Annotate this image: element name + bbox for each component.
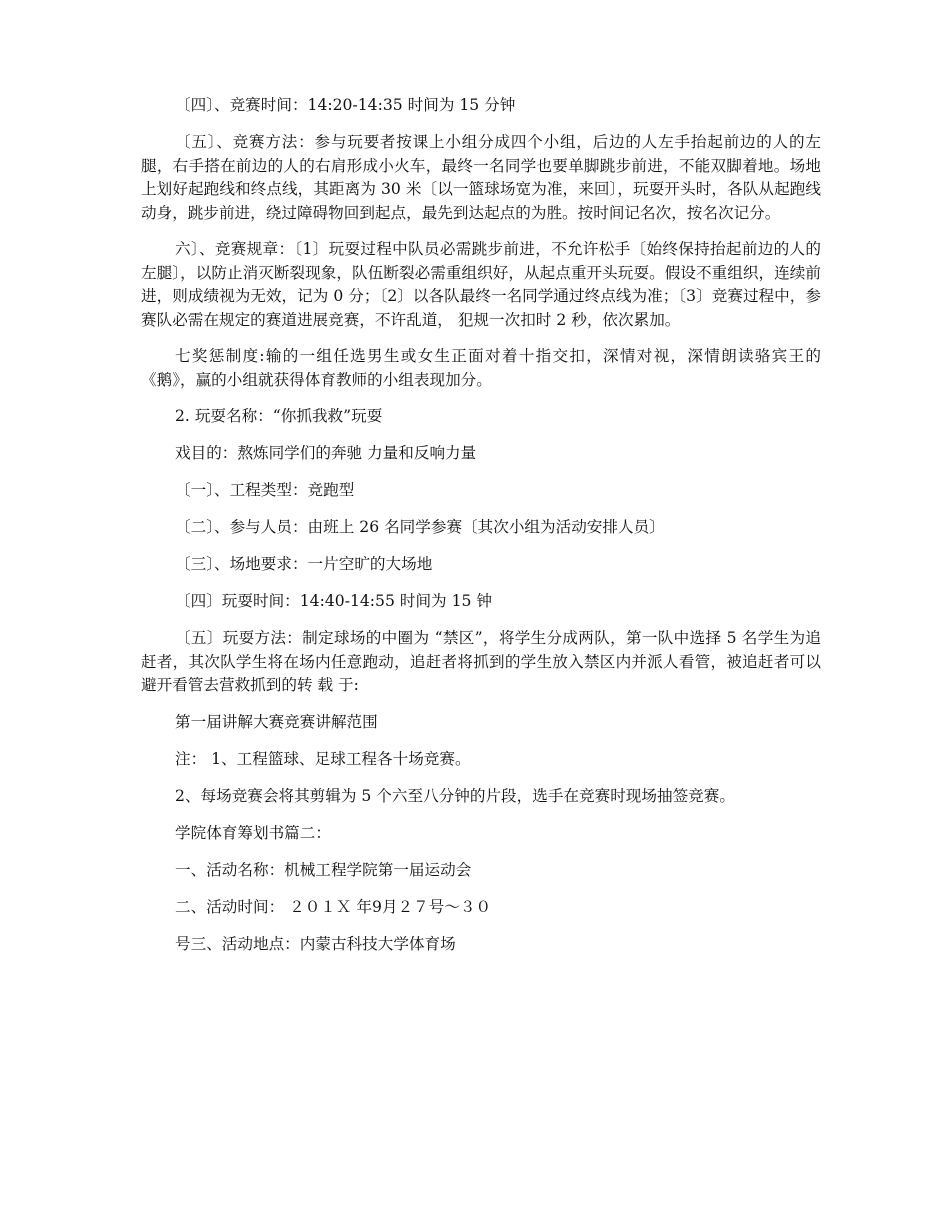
paragraph-game-name: 2. 玩耍名称：“你抓我救”玩耍 [175,407,383,425]
paragraph-note-2: 2、每场竞赛会将其剪辑为 5 个六至八分钟的片段，选手在竞赛时现场抽签竞赛。 [175,786,735,805]
paragraph-game-time: 〔四〕玩耍时间：14:40-14:55 时间为 15 钟 [175,592,492,610]
paragraph-commentary-scope: 第一届讲解大赛竞赛讲解范围 [175,712,378,731]
paragraph-game-method: 〔五〕玩耍方法：制定球场的中圈为 “禁区”，将学生分成两队，第一队中选择 5 名学生为追赶者，其次队学生将在场内任意跑动，追赶者将抓到的学生放入禁区内并派人看管，被追赶者可以避开看管去营救抓到的转 载 于: [141,629,821,694]
paragraph-activity-name: 一、活动名称：机械工程学院第一届运动会 [175,860,472,879]
paragraph-project-type: 〔一〕、工程类型：竞跑型 [175,481,355,499]
document-body [141,94,821,970]
paragraph-reward-punishment: 七奖惩制度:输的一组任选男生或女生正面对着十指交扣，深情对视，深情朗读骆宾王的《鹅》，赢的小组就获得体育教师的小组表现加分。 [141,347,821,389]
paragraph-activity-time: 二、活动时间： ２０１Ｘ 年9月２７号～３０ [175,897,492,916]
paragraph-game-purpose: 戏目的：熬炼同学们的奔驰 力量和反响力量 [175,444,477,462]
paragraph-competition-method: 〔五〕、竞赛方法：参与玩要者按课上小组分成四个小组，后边的人左手抬起前边的人的左腿，右手搭在前边的人的右肩形成小火车，最终一名同学也要单脚跳步前进，不能双脚着地。场地上划好起跑线和终点线，其距离为 30 米〔以一篮球场宽为准，来回〕，玩耍开头时，各队从起跑线动身，跳步前进，绕过障碍物回到起点，最先到达起点的为胜。按时间记名次，按名次记分。 [141,133,821,222]
paragraph-competition-rules: 六〕、竞赛规章：〔1〕玩耍过程中队员必需跳步前进，不允许松手〔始终保持抬起前边的人的左腿〕，以防止消灭断裂现象，队伍断裂必需重组织好，从起点重开头玩耍。假设不重组织，连续前进，则成绩视为无效，记为 0 分；〔2〕以各队最终一名同学通过终点线为准；〔3〕竞赛过程中，参赛队必需在规定的赛道进展竞赛，不许乱道， 犯规一次扣时 2 秒，依次累加。 [141,240,821,329]
paragraph-note-1: 注： 1、工程篮球、足球工程各十场竞赛。 [175,749,471,768]
paragraph-venue-requirements: 〔三〕、场地要求：一片空旷的大场地 [175,555,433,573]
paragraph-participants: 〔二〕、参与人员：由班上 26 名同学参赛〔其次小组为活动安排人员〕 [175,518,665,536]
paragraph-competition-time: 〔四〕、竞赛时间：14:20-14:35 时间为 15 分钟 [175,96,516,114]
paragraph-plan-part-two: 学院体育筹划书篇二： [175,823,331,842]
paragraph-activity-location: 号三、活动地点：内蒙古科技大学体育场 [175,934,456,953]
